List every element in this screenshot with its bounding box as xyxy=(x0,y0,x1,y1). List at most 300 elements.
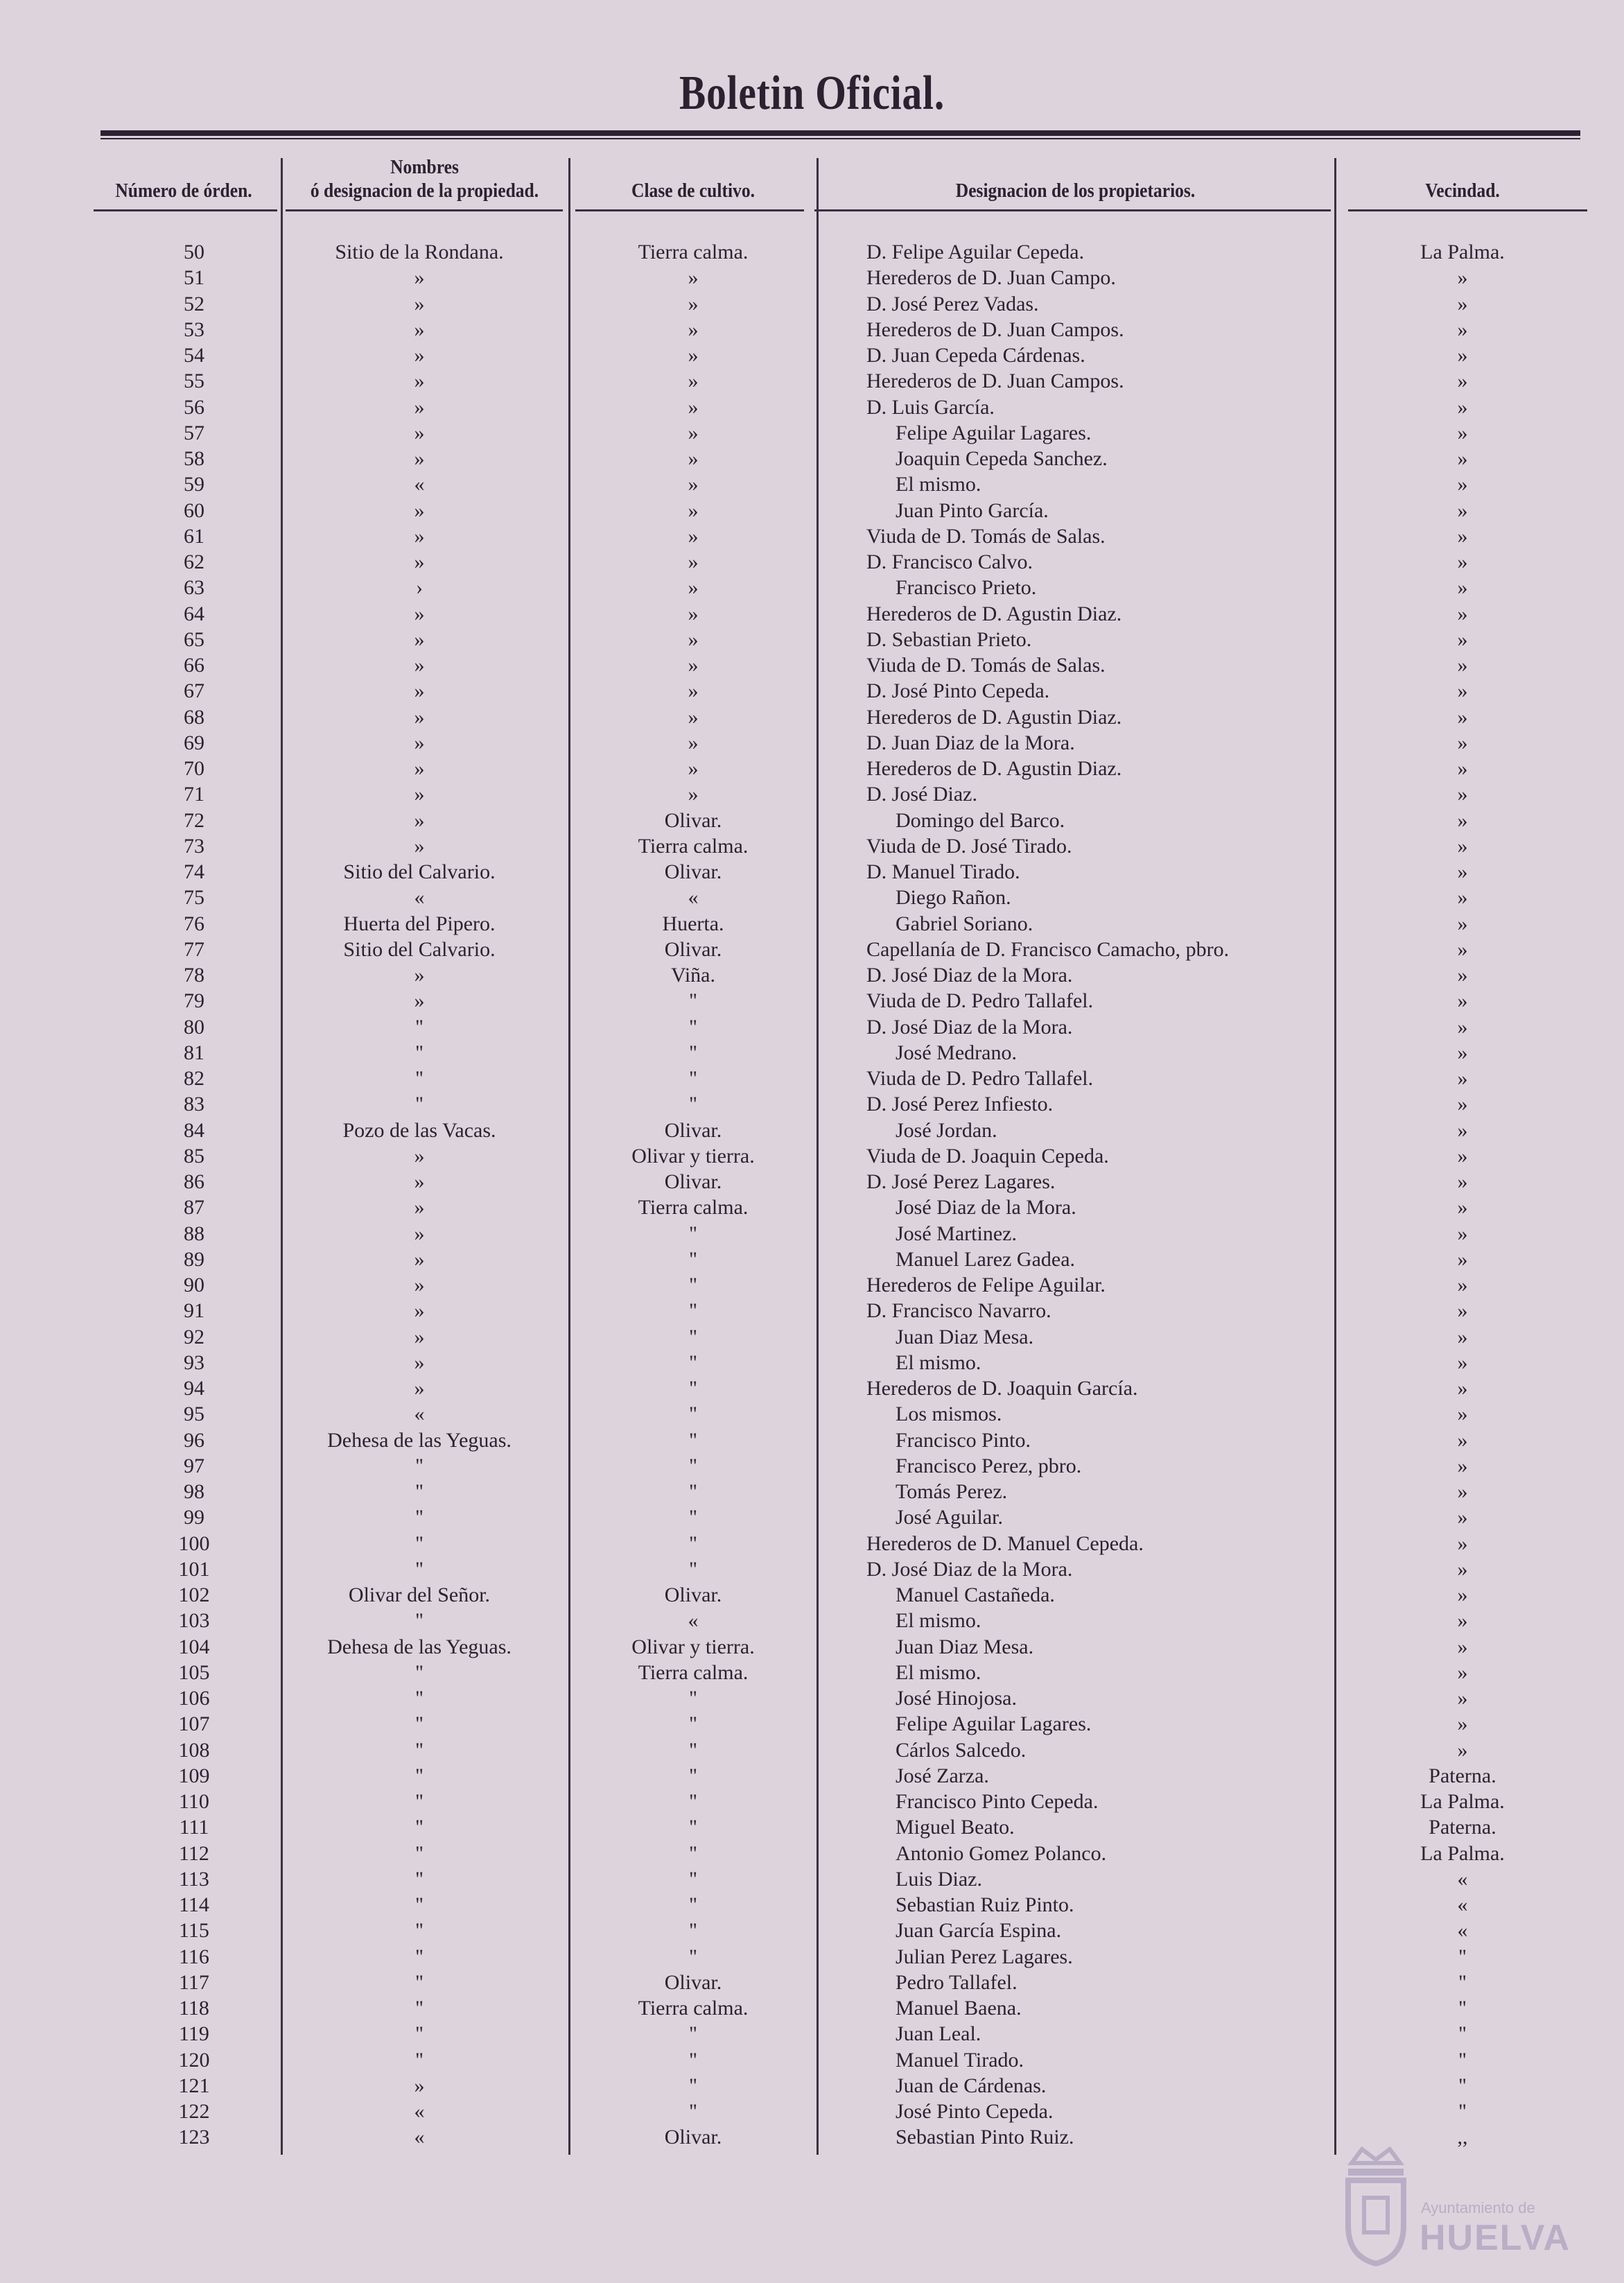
row-number: 112 xyxy=(179,1841,209,1865)
row-crop: '' xyxy=(689,1945,697,1968)
row-town: » xyxy=(1457,1609,1468,1633)
row-crop: Viña. xyxy=(670,964,715,987)
table-row xyxy=(0,1685,1624,1711)
table-row xyxy=(0,368,1624,394)
table-row xyxy=(0,1866,1624,1892)
row-number: 53 xyxy=(184,318,204,341)
row-owner: Herederos de Felipe Aguilar. xyxy=(866,1274,1106,1296)
row-crop: » xyxy=(688,266,699,290)
row-property: '' xyxy=(415,1067,424,1090)
row-property: '' xyxy=(415,2022,424,2046)
row-property: » xyxy=(414,266,425,290)
row-town: » xyxy=(1457,1377,1468,1400)
row-property: Olivar del Señor. xyxy=(348,1583,491,1606)
row-crop: Huerta. xyxy=(662,912,724,935)
row-crop: '' xyxy=(689,2074,697,2097)
row-property: » xyxy=(414,1351,425,1374)
row-owner: Diego Rañon. xyxy=(896,886,1011,910)
row-number: 109 xyxy=(178,1764,210,1787)
row-number: 122 xyxy=(178,2100,210,2123)
row-crop: '' xyxy=(689,1093,697,1116)
row-property: '' xyxy=(415,1093,424,1116)
row-owner: D. José Perez Infiesto. xyxy=(866,1093,1054,1116)
row-property: » xyxy=(414,1222,425,1245)
top-rule xyxy=(101,130,1580,139)
row-property: » xyxy=(414,1247,425,1271)
table-row xyxy=(0,1272,1624,1298)
row-property: '' xyxy=(415,1738,424,1762)
row-crop: Tierra calma. xyxy=(638,834,749,858)
row-property: » xyxy=(414,550,425,573)
row-owner: El mismo. xyxy=(896,1609,981,1633)
row-owner: D. José Perez Vadas. xyxy=(866,292,1039,315)
table-row xyxy=(0,1556,1624,1582)
row-crop: « xyxy=(688,886,699,910)
row-town: « xyxy=(1457,1893,1468,1916)
table-row xyxy=(0,1737,1624,1763)
row-town: » xyxy=(1457,318,1468,341)
row-crop: Tierra calma. xyxy=(638,1997,749,2020)
row-town: « xyxy=(1457,1867,1468,1891)
row-property: » xyxy=(414,292,425,315)
watermark-line1: Ayuntamiento de xyxy=(1421,2199,1535,2216)
table-row xyxy=(0,988,1624,1014)
header-property-line2: ó designacion de la propiedad. xyxy=(310,180,539,202)
row-town: » xyxy=(1457,1738,1468,1762)
row-number: 119 xyxy=(179,2022,209,2046)
row-property: Sitio del Calvario. xyxy=(343,860,496,883)
row-crop: » xyxy=(688,783,699,806)
row-owner: José Medrano. xyxy=(896,1041,1017,1064)
row-crop: '' xyxy=(689,1712,697,1736)
table-row xyxy=(0,2047,1624,2073)
row-number: 56 xyxy=(184,395,204,419)
row-crop: '' xyxy=(689,1919,697,1943)
header-underline xyxy=(286,209,563,211)
row-number: 113 xyxy=(179,1867,209,1891)
row-crop: '' xyxy=(689,1351,697,1374)
row-town: » xyxy=(1457,886,1468,910)
row-number: 120 xyxy=(178,2048,210,2072)
row-town: Paterna. xyxy=(1429,1764,1496,1787)
row-owner: Viuda de D. Joaquin Cepeda. xyxy=(866,1144,1109,1167)
table-row xyxy=(0,1040,1624,1066)
row-property: « xyxy=(414,473,425,496)
row-town: » xyxy=(1457,1557,1468,1581)
row-town: » xyxy=(1457,498,1468,522)
row-property: '' xyxy=(415,1841,424,1865)
row-property: » xyxy=(414,654,425,677)
table-row xyxy=(0,1350,1624,1375)
row-property: '' xyxy=(415,1893,424,1916)
row-town: » xyxy=(1457,1531,1468,1555)
row-owner: Sebastian Pinto Ruiz. xyxy=(896,2126,1074,2149)
row-number: 79 xyxy=(184,989,204,1013)
row-number: 92 xyxy=(184,1325,204,1348)
row-property: « xyxy=(414,2100,425,2123)
row-number: 116 xyxy=(179,1945,209,1968)
row-crop: '' xyxy=(689,1480,697,1503)
table-row xyxy=(0,1531,1624,1556)
row-number: 99 xyxy=(184,1506,204,1529)
row-property: '' xyxy=(415,1480,424,1503)
table-row xyxy=(0,1582,1624,1608)
row-owner: Francisco Prieto. xyxy=(896,576,1037,600)
table-row xyxy=(0,652,1624,678)
row-number: 111 xyxy=(179,1816,209,1839)
row-town: '' xyxy=(1458,1997,1467,2020)
row-town: » xyxy=(1457,447,1468,470)
row-town: » xyxy=(1457,1196,1468,1219)
row-property: '' xyxy=(415,1041,424,1064)
row-town: » xyxy=(1457,395,1468,419)
row-property: Sitio de la Rondana. xyxy=(335,241,504,263)
row-number: 64 xyxy=(184,602,204,625)
row-crop: '' xyxy=(689,1506,697,1529)
row-town: » xyxy=(1457,1660,1468,1684)
row-town: » xyxy=(1457,705,1468,729)
row-owner: Herederos de D. Agustin Diaz. xyxy=(866,602,1122,625)
header-owner: Designacion de los propietarios. xyxy=(955,180,1196,202)
row-crop: '' xyxy=(689,1222,697,1245)
table-row xyxy=(0,911,1624,937)
page-title: Boletin Oficial. xyxy=(679,67,945,120)
row-crop: '' xyxy=(689,1790,697,1813)
row-crop: '' xyxy=(689,1067,697,1090)
row-property: '' xyxy=(415,1712,424,1736)
row-town: » xyxy=(1457,1170,1468,1193)
row-crop: » xyxy=(688,524,699,548)
table-row xyxy=(0,471,1624,497)
row-crop: » xyxy=(688,395,699,419)
row-town: » xyxy=(1457,576,1468,600)
table-row xyxy=(0,1453,1624,1479)
table-row xyxy=(0,239,1624,265)
row-property: « xyxy=(414,886,425,910)
row-owner: Juan Leal. xyxy=(896,2022,981,2046)
row-crop: '' xyxy=(689,1299,697,1323)
row-owner: Manuel Castañeda. xyxy=(896,1583,1055,1606)
row-town: » xyxy=(1457,1067,1468,1090)
table-row xyxy=(0,1247,1624,1272)
table-row xyxy=(0,885,1624,910)
row-owner: Herederos de D. Agustin Diaz. xyxy=(866,757,1122,780)
row-town: '' xyxy=(1458,2100,1467,2123)
row-town: » xyxy=(1457,937,1468,961)
row-crop: '' xyxy=(689,1403,697,1426)
table-row xyxy=(0,704,1624,730)
row-owner: Manuel Tirado. xyxy=(896,2048,1024,2072)
row-property: '' xyxy=(415,1970,424,1994)
row-owner: El mismo. xyxy=(896,1660,981,1684)
header-underline xyxy=(94,209,277,211)
row-number: 81 xyxy=(184,1041,204,1064)
row-crop: Tierra calma. xyxy=(638,241,749,263)
row-owner: Francisco Pinto Cepeda. xyxy=(896,1790,1099,1813)
table-row xyxy=(0,1763,1624,1789)
table-row xyxy=(0,1221,1624,1247)
row-town: » xyxy=(1457,679,1468,703)
row-property: '' xyxy=(415,1997,424,2020)
table-row xyxy=(0,265,1624,290)
row-town: » xyxy=(1457,654,1468,677)
row-number: 62 xyxy=(184,550,204,573)
row-town: » xyxy=(1457,1299,1468,1323)
row-crop: '' xyxy=(689,1531,697,1555)
row-owner: Viuda de D. José Tirado. xyxy=(866,834,1072,858)
header-property-line1: Nombres xyxy=(390,156,459,178)
row-crop: » xyxy=(688,292,699,315)
table-row xyxy=(0,1401,1624,1427)
row-number: 118 xyxy=(179,1997,209,2020)
table-row xyxy=(0,1918,1624,1943)
row-town: » xyxy=(1457,989,1468,1013)
row-number: 67 xyxy=(184,679,204,703)
header-number: Número de órden. xyxy=(115,180,252,202)
row-crop: » xyxy=(688,654,699,677)
table-row xyxy=(0,833,1624,859)
row-number: 54 xyxy=(184,344,204,367)
row-number: 84 xyxy=(184,1118,204,1142)
row-property: Sitio del Calvario. xyxy=(343,937,496,961)
row-number: 71 xyxy=(184,783,204,806)
row-property: » xyxy=(414,1325,425,1348)
table-row xyxy=(0,1066,1624,1091)
row-owner: Juan Pinto García. xyxy=(896,498,1049,522)
row-property: « xyxy=(414,2126,425,2149)
row-number: 97 xyxy=(184,1454,204,1477)
row-owner: José Zarza. xyxy=(896,1764,989,1787)
row-crop: Tierra calma. xyxy=(638,1196,749,1219)
row-number: 77 xyxy=(184,937,204,961)
row-crop: '' xyxy=(689,1738,697,1762)
table-row xyxy=(0,937,1624,962)
header-underline xyxy=(814,209,1331,211)
row-owner: Miguel Beato. xyxy=(896,1816,1015,1839)
row-number: 91 xyxy=(184,1299,204,1323)
row-town: '' xyxy=(1458,1945,1467,1968)
row-town: » xyxy=(1457,783,1468,806)
row-owner: Felipe Aguilar Lagares. xyxy=(896,421,1092,444)
row-property: » xyxy=(414,783,425,806)
row-town: » xyxy=(1457,860,1468,883)
row-town: » xyxy=(1457,1403,1468,1426)
row-number: 70 xyxy=(184,757,204,780)
table-row xyxy=(0,1118,1624,1143)
row-property: '' xyxy=(415,1919,424,1943)
row-crop: '' xyxy=(689,1764,697,1787)
row-crop: » xyxy=(688,757,699,780)
row-property: « xyxy=(414,1403,425,1426)
row-property: » xyxy=(414,627,425,651)
table-row xyxy=(0,1660,1624,1685)
row-town: » xyxy=(1457,266,1468,290)
row-owner: Juan de Cárdenas. xyxy=(896,2074,1047,2097)
row-town: » xyxy=(1457,627,1468,651)
row-property: Huerta del Pipero. xyxy=(343,912,496,935)
row-number: 107 xyxy=(178,1712,210,1736)
table-row xyxy=(0,394,1624,420)
row-crop: » xyxy=(688,627,699,651)
row-town: » xyxy=(1457,1118,1468,1142)
row-number: 52 xyxy=(184,292,204,315)
table-row xyxy=(0,962,1624,988)
row-town: » xyxy=(1457,1247,1468,1271)
table-row xyxy=(0,317,1624,342)
row-owner: Herederos de D. Juan Campos. xyxy=(866,318,1124,341)
row-owner: D. Luis García. xyxy=(866,395,995,419)
row-number: 87 xyxy=(184,1196,204,1219)
table-row xyxy=(0,1892,1624,1918)
table-row xyxy=(0,420,1624,446)
row-town: Paterna. xyxy=(1429,1816,1496,1839)
row-crop: Olivar. xyxy=(664,1583,722,1606)
row-number: 65 xyxy=(184,627,204,651)
row-town: La Palma. xyxy=(1420,241,1505,263)
row-crop: '' xyxy=(689,1841,697,1865)
row-number: 88 xyxy=(184,1222,204,1245)
row-number: 104 xyxy=(178,1635,210,1658)
row-property: '' xyxy=(415,1454,424,1477)
table-row xyxy=(0,627,1624,652)
row-owner: D. Juan Cepeda Cárdenas. xyxy=(866,344,1085,367)
table-row xyxy=(0,2021,1624,2047)
table-row xyxy=(0,1479,1624,1504)
row-town: » xyxy=(1457,757,1468,780)
watermark-line2: HUELVA xyxy=(1420,2218,1571,2258)
row-number: 73 xyxy=(184,834,204,858)
row-number: 57 xyxy=(184,421,204,444)
row-number: 82 xyxy=(184,1067,204,1090)
row-crop: » xyxy=(688,498,699,522)
table-row xyxy=(0,1169,1624,1195)
row-property: '' xyxy=(415,1764,424,1787)
row-number: 114 xyxy=(179,1893,209,1916)
row-property: » xyxy=(414,1196,425,1219)
row-town: » xyxy=(1457,1506,1468,1529)
row-town: ,, xyxy=(1457,2126,1468,2149)
row-crop: Olivar. xyxy=(664,808,722,832)
table-row xyxy=(0,678,1624,704)
row-number: 123 xyxy=(178,2126,210,2149)
row-town: » xyxy=(1457,1015,1468,1039)
row-property: » xyxy=(414,421,425,444)
row-town: » xyxy=(1457,370,1468,393)
row-owner: Viuda de D. Pedro Tallafel. xyxy=(866,989,1094,1013)
row-property: '' xyxy=(415,1609,424,1633)
row-property: » xyxy=(414,498,425,522)
row-town: » xyxy=(1457,1093,1468,1116)
row-property: » xyxy=(414,964,425,987)
row-property: » xyxy=(414,679,425,703)
row-owner: Herederos de D. Joaquin García. xyxy=(866,1377,1138,1400)
table-row xyxy=(0,1504,1624,1530)
row-property: '' xyxy=(415,1790,424,1813)
row-town: » xyxy=(1457,1712,1468,1736)
row-crop: '' xyxy=(689,1015,697,1039)
row-owner: Herederos de D. Agustin Diaz. xyxy=(866,705,1122,729)
row-property: '' xyxy=(415,1687,424,1710)
row-owner: Viuda de D. Pedro Tallafel. xyxy=(866,1067,1094,1090)
row-property: '' xyxy=(415,1531,424,1555)
row-property: » xyxy=(414,1144,425,1167)
row-property: Dehesa de las Yeguas. xyxy=(327,1635,512,1658)
table-row xyxy=(0,523,1624,549)
row-crop: '' xyxy=(689,2022,697,2046)
row-owner: D. José Diaz de la Mora. xyxy=(866,1015,1073,1039)
row-crop: '' xyxy=(689,1041,697,1064)
row-property: Dehesa de las Yeguas. xyxy=(327,1428,512,1452)
row-number: 69 xyxy=(184,731,204,754)
row-number: 103 xyxy=(178,1609,210,1633)
row-owner: Francisco Pinto. xyxy=(896,1428,1031,1452)
table-row xyxy=(0,601,1624,627)
row-property: » xyxy=(414,344,425,367)
row-number: 105 xyxy=(178,1660,210,1684)
row-number: 85 xyxy=(184,1144,204,1167)
table-row xyxy=(0,1014,1624,1040)
row-town: » xyxy=(1457,344,1468,367)
row-crop: Olivar. xyxy=(664,1118,722,1142)
property-table-body xyxy=(0,239,1624,2151)
row-crop: '' xyxy=(689,1816,697,1839)
table-row xyxy=(0,1143,1624,1169)
row-town: La Palma. xyxy=(1420,1790,1505,1813)
row-property: » xyxy=(414,1377,425,1400)
table-row xyxy=(0,1634,1624,1660)
table-row xyxy=(0,1970,1624,1995)
row-town: « xyxy=(1457,1919,1468,1943)
row-town: » xyxy=(1457,1041,1468,1064)
row-town: » xyxy=(1457,550,1468,573)
row-property: » xyxy=(414,370,425,393)
table-row xyxy=(0,1814,1624,1840)
row-owner: Francisco Perez, pbro. xyxy=(896,1454,1082,1477)
row-property: » xyxy=(414,834,425,858)
row-property: Pozo de las Vacas. xyxy=(342,1118,496,1142)
row-property: » xyxy=(414,757,425,780)
row-crop: » xyxy=(688,576,699,600)
row-owner: José Diaz de la Mora. xyxy=(896,1196,1076,1219)
row-owner: D. Juan Diaz de la Mora. xyxy=(866,731,1075,754)
row-crop: » xyxy=(688,602,699,625)
row-owner: Pedro Tallafel. xyxy=(896,1970,1018,1994)
row-owner: Manuel Larez Gadea. xyxy=(896,1247,1076,1271)
row-owner: D. Felipe Aguilar Cepeda. xyxy=(866,241,1085,263)
table-row xyxy=(0,1789,1624,1814)
row-number: 108 xyxy=(178,1738,210,1762)
row-town: » xyxy=(1457,1351,1468,1374)
header-underline xyxy=(575,209,804,211)
row-crop: » xyxy=(688,473,699,496)
row-owner: D. José Perez Lagares. xyxy=(866,1170,1056,1193)
row-town: » xyxy=(1457,292,1468,315)
table-row xyxy=(0,1324,1624,1350)
row-crop: » xyxy=(688,318,699,341)
row-town: » xyxy=(1457,421,1468,444)
row-number: 93 xyxy=(184,1351,204,1374)
row-crop: '' xyxy=(689,1274,697,1296)
row-property: » xyxy=(414,808,425,832)
row-owner: Juan García Espina. xyxy=(896,1919,1062,1943)
row-town: » xyxy=(1457,834,1468,858)
row-number: 68 xyxy=(184,705,204,729)
table-row xyxy=(0,1608,1624,1633)
table-row xyxy=(0,1195,1624,1220)
row-number: 101 xyxy=(178,1557,210,1581)
row-owner: Los mismos. xyxy=(896,1403,1002,1426)
table-row xyxy=(0,446,1624,471)
